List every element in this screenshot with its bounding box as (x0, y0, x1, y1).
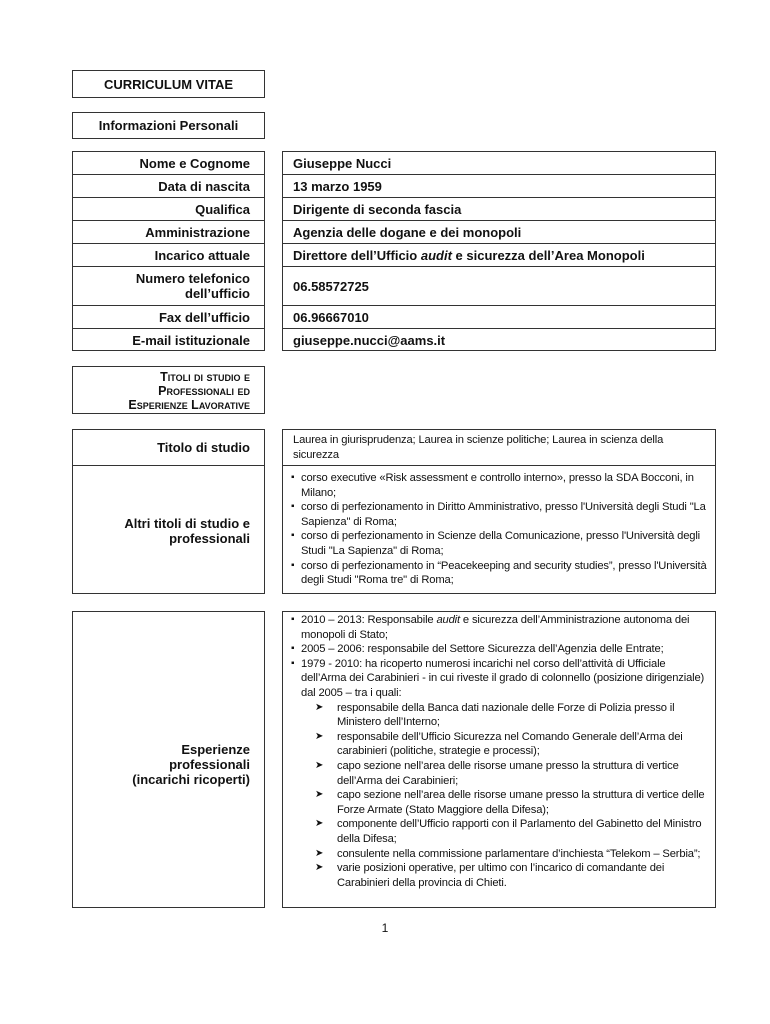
label-text: Amministrazione (145, 224, 250, 240)
label-text: Fax dell’ufficio (158, 309, 250, 325)
section-personal-box (72, 112, 265, 139)
list-item: ▪ 2005 – 2006: responsabile del Settore Sicurezza dell’Agenzia delle Entrate; (291, 642, 711, 657)
arrow-bullet-icon: ➤ (315, 789, 324, 801)
label-incarico (73, 244, 264, 267)
experience-label (132, 732, 250, 787)
value-part: Direttore dell’Ufficio (293, 247, 421, 263)
label-titolo-studio (73, 430, 264, 466)
value-italic: audit (420, 247, 452, 263)
sub-list-item (305, 861, 711, 890)
personal-labels-table (72, 151, 265, 351)
experience-values-box (282, 611, 716, 908)
value-altri-titoli (283, 466, 715, 595)
label-telefono-text (136, 271, 250, 301)
label-text: Nome e Cognome (139, 155, 250, 171)
label-telefono (73, 267, 264, 306)
value-part: e sicurezza dell’Area Monopoli (451, 247, 645, 263)
value-incarico-text (293, 248, 645, 263)
value-fax (283, 306, 715, 329)
cv-title: CURRICULUM VITAE (103, 76, 234, 92)
item-part: 2010 – 2013: Responsabile (301, 614, 437, 626)
label-amministrazione (73, 221, 264, 244)
sub-list-item (305, 788, 711, 817)
value-text: 06.96667010 (293, 309, 369, 325)
list-item: ▪ corso di perfezionamento in Scienze della Comunicazione, presso l'Università degli Studi "La Sapienza" di Roma; (291, 529, 711, 558)
experience-label-box (72, 611, 265, 908)
value-text: Agenzia delle dogane e dei monopoli (293, 224, 522, 240)
list-item: ▪ corso di perfezionamento in “Peacekeeping and security studies”, presso l'Università degli Studi "Roma tre" di Roma; (291, 559, 711, 588)
sub-list-item (305, 759, 711, 788)
section-personal-title: Informazioni Personali (98, 118, 239, 133)
value-text: giuseppe.nucci@aams.it (293, 333, 446, 348)
value-text: 06.58572725 (293, 278, 369, 294)
label-line: Numero telefonico (135, 271, 250, 286)
label-email (73, 329, 264, 352)
arrow-bullet-icon: ➤ (315, 730, 324, 742)
experience-list (291, 613, 711, 701)
sub-item-text: varie posizioni operative, per ultimo con l’incarico di comandante dei Carabinieri della provincia di Chieti. (337, 862, 665, 889)
sub-item-text: consulente nella commissione parlamentare d’inchiesta “Telekom – Serbia”; (337, 847, 701, 860)
label-line: dell’ufficio (185, 286, 250, 301)
value-text: Giuseppe Nucci (293, 155, 392, 171)
label-fax (73, 306, 264, 329)
value-email (283, 329, 715, 352)
arrow-bullet-icon: ➤ (315, 818, 324, 830)
arrow-bullet-icon: ➤ (315, 847, 324, 859)
value-nome (283, 152, 715, 175)
studies-labels-table (72, 429, 265, 594)
value-text: Laurea in giurisprudenza; Laurea in scienze politiche; Laurea in scienza della sicurezza (293, 433, 664, 461)
list-item (291, 613, 711, 642)
label-altri-titoli (73, 466, 264, 595)
label-altri-titoli-text (124, 516, 250, 546)
value-qualifica (283, 198, 715, 221)
label-text: Titolo di studio (157, 440, 250, 455)
section-titles-line: Professionali ed (158, 384, 250, 398)
sub-list-item (305, 701, 711, 730)
value-text: 13 marzo 1959 (293, 178, 382, 194)
item-part: e sicurezza dell’Amministrazione autonoma dei monopoli di Stato; (301, 614, 690, 641)
sub-list-item (305, 847, 711, 862)
section-titles-line: Titoli di studio e (160, 370, 250, 384)
sub-item-text: capo sezione nell’area delle risorse umane presso la struttura di vertice delle Forze Armate (Stato Maggiore della Difesa); (337, 789, 705, 816)
arrow-bullet-icon: ➤ (315, 701, 324, 713)
item-text: 1979 - 2010: ha ricoperto numerosi incarichi nel corso dell’attività di Ufficiale dell’Arma dei Carabinieri - in cui riveste il grado di colonnello (posizione dirigenziale) dal 2005 – tra i quali: (301, 657, 705, 699)
label-text: E-mail istituzionale (132, 333, 250, 348)
personal-values-table (282, 151, 716, 351)
label-qualifica (73, 198, 264, 221)
label-text: Incarico attuale (154, 247, 250, 263)
list-item: ▪ corso executive «Risk assessment e controllo interno», presso la SDA Bocconi, in Milano; (291, 471, 711, 500)
sub-list-item (305, 817, 711, 846)
list-item: ▪ corso di perfezionamento in Diritto Amministrativo, presso l'Università degli Studi "La Sapienza" di Roma; (291, 500, 711, 529)
sub-item-text: capo sezione nell’area delle risorse umane presso la struttura di vertice dell’Arma dei Carabinieri; (337, 759, 679, 787)
value-amministrazione (283, 221, 715, 244)
label-line: (incarichi ricoperti) (132, 772, 250, 787)
label-data-nascita (73, 175, 264, 198)
label-line: Altri titoli di studio e (124, 515, 250, 531)
sub-item-text: responsabile della Banca dati nazionale delle Forze di Polizia presso il Ministero dell’Interno; (337, 701, 675, 729)
list-item (291, 657, 711, 701)
sub-item-text: responsabile dell’Ufficio Sicurezza nel Comando Generale dell’Arma dei carabinieri (politiche, strategie e processi); (337, 730, 683, 758)
sub-item-text: componente dell’Ufficio rapporti con il Parlamento del Gabinetto del Ministro della Difesa; (337, 818, 702, 845)
item-italic: audit (436, 614, 460, 626)
label-line: professionali (169, 530, 250, 546)
studies-values-table (282, 429, 716, 594)
value-telefono (283, 267, 715, 306)
sub-list-item (305, 730, 711, 759)
value-text: Dirigente di seconda fascia (293, 201, 462, 217)
page-number: 1 (381, 921, 389, 935)
label-line: Esperienze (181, 742, 250, 757)
section-titles-line: Esperienze Lavorative (128, 398, 250, 412)
section-titles-heading (73, 370, 250, 412)
arrow-bullet-icon: ➤ (315, 759, 324, 771)
value-titolo-studio (283, 430, 715, 466)
experience-sublist (291, 701, 711, 891)
cv-title-box (72, 70, 265, 98)
value-incarico (283, 244, 715, 267)
arrow-bullet-icon: ➤ (315, 862, 324, 874)
altri-titoli-list (291, 471, 711, 588)
label-line: professionali (169, 757, 250, 772)
section-titles-box (72, 366, 265, 414)
label-text: Data di nascita (158, 178, 250, 194)
label-text: Qualifica (195, 201, 250, 217)
value-data-nascita (283, 175, 715, 198)
label-nome (73, 152, 264, 175)
